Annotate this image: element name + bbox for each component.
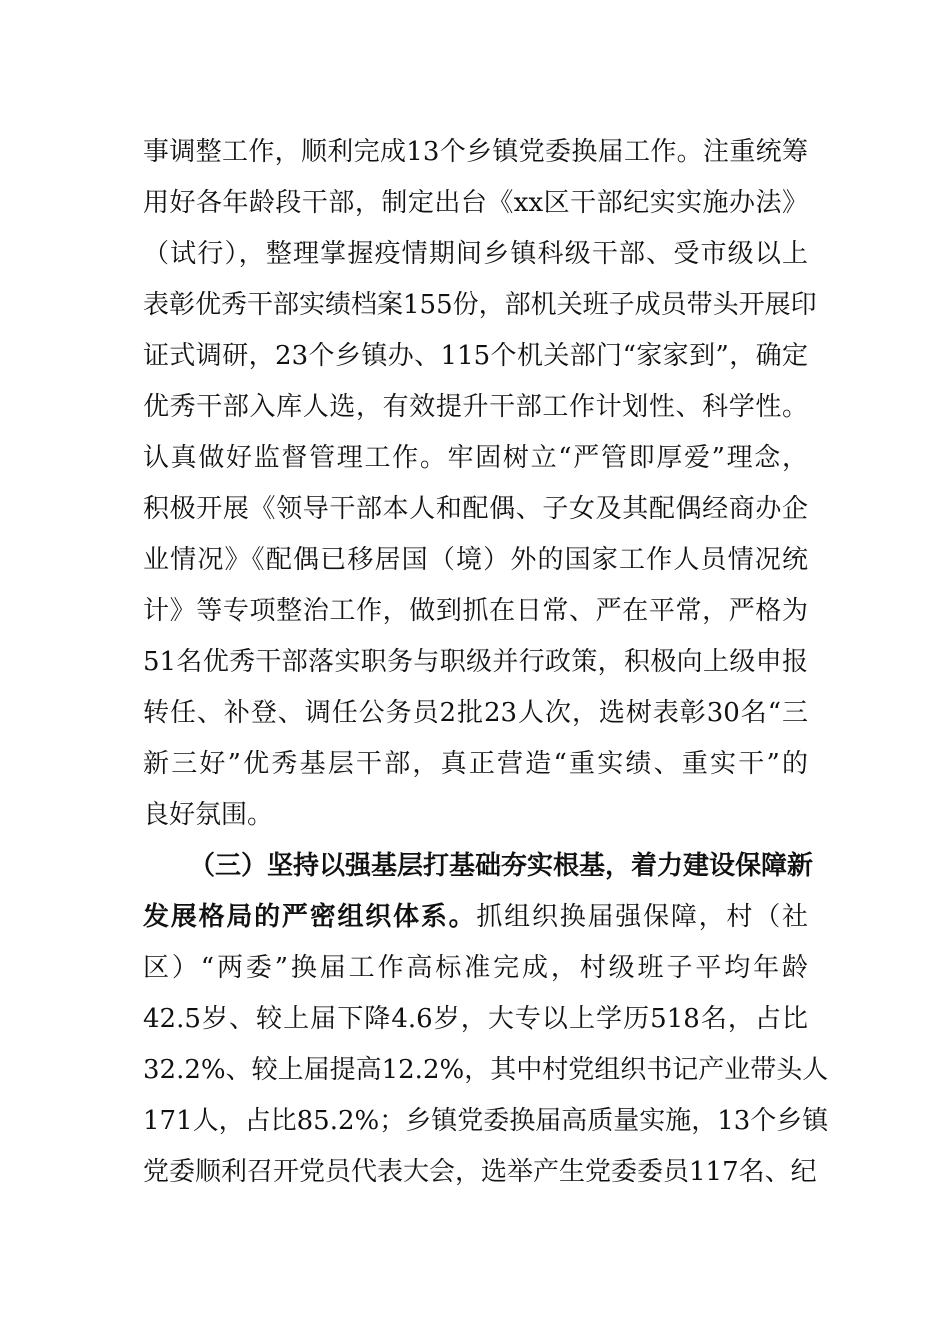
text-line: 良好氛围。 [143,800,274,830]
section-heading-line: （三）坚持以强基层打基础夯实根基，着力建设保障新 [189,851,814,881]
text-line: （试行），整理掌握疫情期间乡镇科级干部、受市级以上 [143,239,808,269]
text-line: 认真做好监督管理工作。牢固树立“严管即厚爱”理念， [143,443,808,473]
text-line: 32.2%、较上届提高12.2%，其中村党组织书记产业带头人 [143,1055,829,1085]
text-line: 42.5岁、较上届下降4.6岁，大专以上学历518名，占比 [143,1004,808,1034]
text-line: 用好各年龄段干部，制定出台《xx区干部纪实实施办法》 [143,188,808,218]
section-heading-text: 发展格局的严密组织体系。 [143,902,477,932]
text-line: 171人，占比85.2%；乡镇党委换届高质量实施，13个乡镇 [143,1106,829,1136]
text-line: 事调整工作，顺利完成13个乡镇党委换届工作。注重统筹 [143,137,808,167]
text-line: 优秀干部入库人选，有效提升干部工作计划性、科学性。 [143,392,808,422]
text-line: 证式调研，23个乡镇办、115个机关部门“家家到”，确定 [143,341,808,371]
text-line: 转任、补登、调任公务员2批23人次，选树表彰30名“三 [143,698,808,728]
text-line: 区）“两委”换届工作高标准完成，村级班子平均年龄 [143,953,808,983]
text-line: 业情况》《配偶已移居国（境）外的国家工作人员情况统 [143,545,808,575]
text-line: 计》等专项整治工作，做到抓在日常、严在平常，严格为 [143,596,808,626]
text-line: 51名优秀干部落实职务与职级并行政策，积极向上级申报 [143,647,808,677]
text-line: 党委顺利召开党员代表大会，选举产生党委委员117名、纪 [143,1157,817,1187]
section-heading-continuation [143,891,808,943]
text-line: 积极开展《领导干部本人和配偶、子女及其配偶经商办企 [143,494,808,524]
section-body-text: 抓组织换届强保障，村（社 [476,902,808,932]
text-line: 新三好”优秀基层干部，真正营造“重实绩、重实干”的 [143,749,808,779]
text-line: 表彰优秀干部实绩档案155份，部机关班子成员带头开展印 [143,290,817,320]
